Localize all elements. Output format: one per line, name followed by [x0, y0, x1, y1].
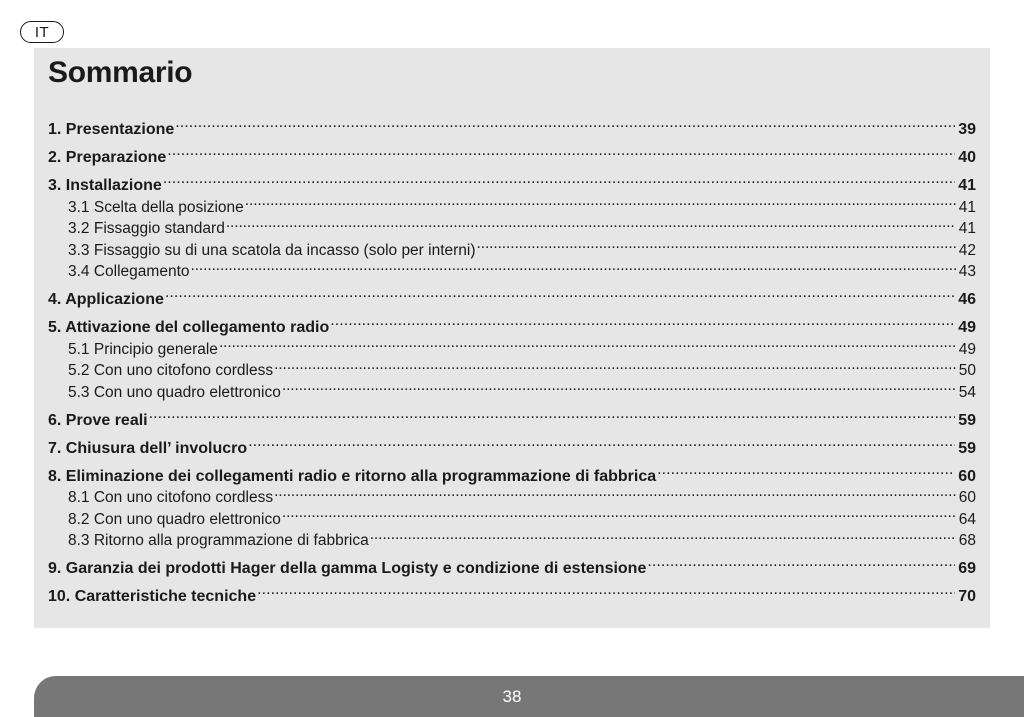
- toc-entry-page: 68: [958, 532, 976, 549]
- toc-entry-page: 49: [958, 340, 976, 358]
- toc-entry-label: 3. Installazione: [48, 177, 162, 194]
- toc-dot-leader: [191, 261, 956, 277]
- toc-subentry[interactable]: [48, 360, 976, 382]
- toc-entry[interactable]: [48, 288, 976, 310]
- toc-entry-page: 50: [958, 362, 976, 379]
- toc-entry-page: 41: [958, 198, 976, 216]
- toc-subentry[interactable]: [48, 261, 976, 283]
- language-badge: IT: [20, 21, 64, 43]
- page-title: Sommario: [48, 56, 193, 89]
- toc-entry-label: 1. Presentazione: [48, 121, 175, 138]
- toc-subentry[interactable]: [48, 239, 976, 261]
- table-of-contents-panel: [34, 48, 990, 628]
- toc-entry-page: 43: [958, 263, 976, 280]
- toc-entry-label: 9. Garanzia dei prodotti Hager della gamma Logisty e condizione di estensione: [48, 560, 647, 577]
- toc-entry-page: 64: [958, 510, 976, 528]
- toc-dot-leader: [219, 338, 956, 354]
- toc-entry-label: 3.2 Fissaggio standard: [68, 220, 225, 237]
- toc-entry-page: 60: [958, 489, 976, 506]
- toc-entry[interactable]: [48, 557, 976, 579]
- toc-entry-label: 8.3 Ritorno alla programmazione di fabbrica: [68, 532, 369, 549]
- toc-dot-leader: [248, 437, 955, 453]
- toc-entry-label: 6. Prove reali: [48, 411, 148, 429]
- toc-entry-label: 8.2 Con uno quadro elettronico: [68, 510, 281, 528]
- footer-bar: [34, 676, 1024, 717]
- toc-entry-page: 59: [958, 411, 976, 429]
- toc-entry[interactable]: [48, 118, 976, 140]
- toc-entry-label: 10. Caratteristiche tecniche: [48, 588, 257, 605]
- toc-entry-page: 69: [958, 560, 976, 577]
- toc-dot-leader: [149, 409, 956, 425]
- toc-entry-page: 41: [958, 220, 976, 237]
- toc-dot-leader: [282, 508, 956, 524]
- toc-subentry[interactable]: [48, 487, 976, 509]
- toc-entry-label: 4. Applicazione: [48, 291, 164, 308]
- toc-entry-label: 3.1 Scelta della posizione: [68, 198, 244, 216]
- toc-subentry[interactable]: [48, 508, 976, 530]
- toc-subentry[interactable]: [48, 218, 976, 240]
- toc-entry-page: 59: [958, 439, 976, 457]
- toc-subentry[interactable]: [48, 196, 976, 218]
- page-number: 38: [502, 686, 522, 706]
- toc-subentry[interactable]: [48, 530, 976, 552]
- toc-entry-label: 5.3 Con uno quadro elettronico: [68, 383, 281, 401]
- toc-entry[interactable]: [48, 437, 976, 459]
- toc-entry-page: 49: [958, 319, 976, 336]
- toc-dot-leader: [477, 239, 956, 255]
- toc-dot-leader: [282, 381, 956, 397]
- toc-entry[interactable]: [48, 585, 976, 607]
- toc-entry[interactable]: [48, 409, 976, 431]
- toc-entry-label: 5.2 Con uno citofono cordless: [68, 362, 274, 379]
- toc-dot-leader: [274, 487, 956, 503]
- toc-subentry[interactable]: [48, 338, 976, 360]
- toc-dot-leader: [175, 118, 955, 134]
- toc-list: [48, 118, 976, 607]
- toc-dot-leader: [163, 174, 955, 190]
- toc-entry[interactable]: [48, 465, 976, 487]
- toc-entry-label: 8.1 Con uno citofono cordless: [68, 489, 274, 506]
- toc-dot-leader: [226, 218, 956, 234]
- toc-entry-page: 46: [958, 291, 976, 308]
- toc-entry-label: 5. Attivazione del collegamento radio: [48, 319, 330, 336]
- toc-entry-page: 42: [958, 241, 976, 259]
- toc-dot-leader: [274, 360, 956, 376]
- toc-entry-label: 5.1 Principio generale: [68, 340, 218, 358]
- toc-entry-label: 3.4 Collegamento: [68, 263, 190, 280]
- toc-dot-leader: [257, 585, 955, 601]
- toc-dot-leader: [657, 465, 955, 481]
- toc-entry-label: 7. Chiusura dell’ involucro: [48, 439, 248, 457]
- toc-dot-leader: [245, 196, 956, 212]
- toc-entry-page: 40: [958, 149, 976, 166]
- toc-entry[interactable]: [48, 174, 976, 196]
- toc-dot-leader: [165, 288, 955, 304]
- toc-entry-page: 39: [958, 121, 976, 138]
- toc-entry-label: 3.3 Fissaggio su di una scatola da incasso (solo per interni): [68, 241, 476, 259]
- toc-dot-leader: [647, 557, 955, 573]
- toc-entry-page: 70: [958, 588, 976, 605]
- toc-entry-label: 2. Preparazione: [48, 149, 167, 166]
- toc-entry-label: 8. Eliminazione dei collegamenti radio e ritorno alla programmazione di fabbrica: [48, 467, 657, 485]
- toc-entry[interactable]: [48, 146, 976, 168]
- toc-subentry[interactable]: [48, 381, 976, 403]
- toc-dot-leader: [167, 146, 955, 162]
- toc-entry[interactable]: [48, 316, 976, 338]
- toc-entry-page: 41: [958, 177, 976, 194]
- toc-dot-leader: [370, 530, 956, 546]
- toc-dot-leader: [330, 316, 955, 332]
- toc-entry-page: 60: [958, 467, 976, 485]
- toc-entry-page: 54: [958, 383, 976, 401]
